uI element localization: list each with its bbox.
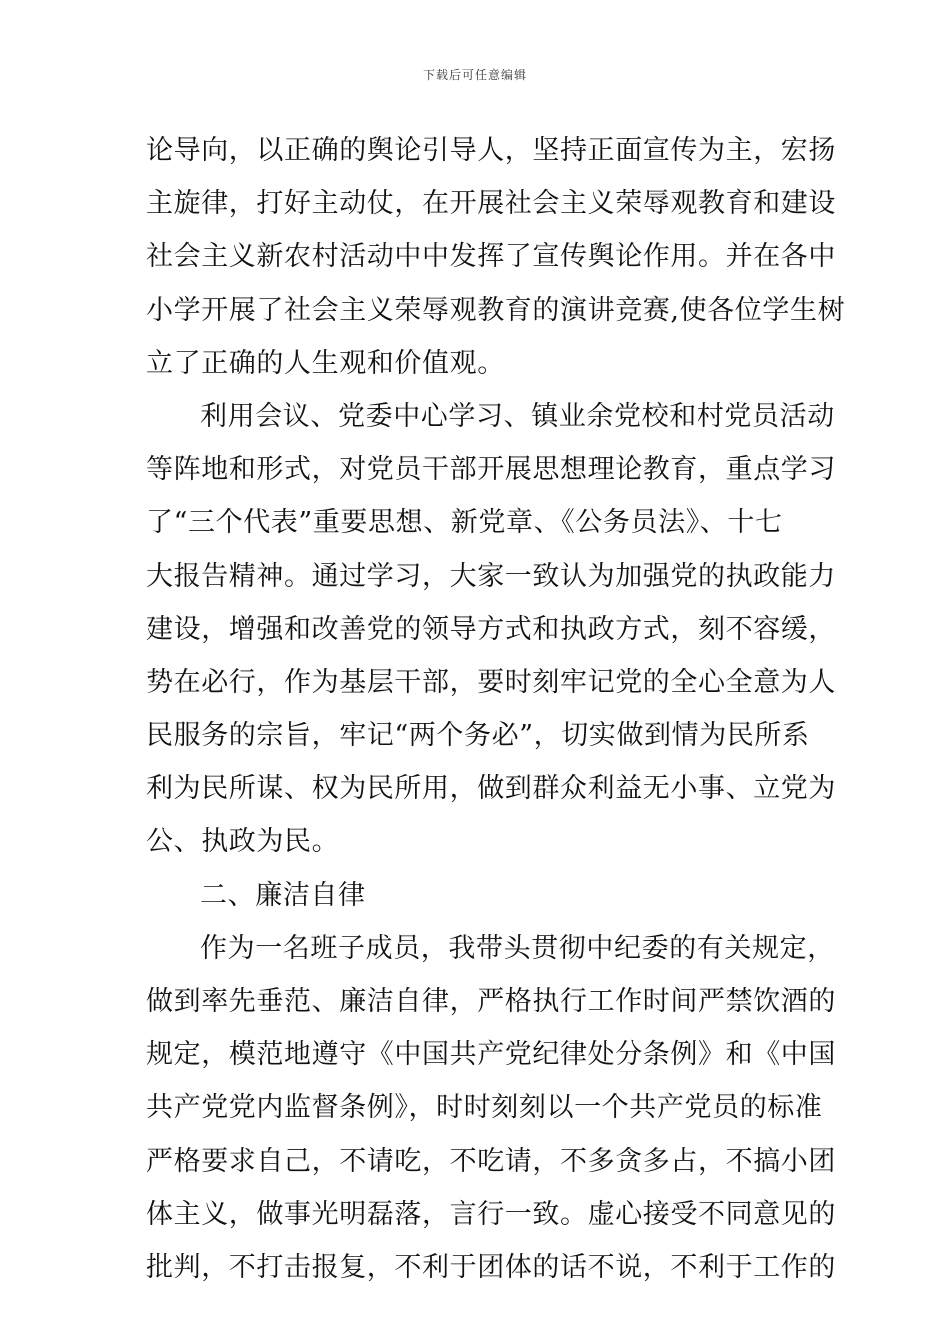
- text-line: 规定，模范地遵守《中国共产党纪律处分条例》和《中国: [146, 1039, 836, 1071]
- section-heading: 二、廉洁自律: [200, 879, 366, 911]
- text-line: 公、执政为民。: [146, 826, 340, 858]
- text-line: 主旋律，打好主动仗，在开展社会主义荣辱观教育和建设: [146, 188, 836, 220]
- text-line: 论导向，以正确的舆论引导人，坚持正面宣传为主，宏扬: [146, 135, 836, 166]
- paragraph-start-line: 作为一名班子成员，我带头贯彻中纪委的有关规定，: [200, 932, 835, 964]
- text-line: 体主义，做事光明磊落，言行一致。虚心接受不同意见的: [146, 1198, 836, 1230]
- text-line: 大报告精神。通过学习，大家一致认为加强党的执政能力: [146, 560, 836, 592]
- text-line: 严格要求自己，不请吃，不吃请，不多贪多占，不搞小团: [146, 1145, 836, 1177]
- text-line: 等阵地和形式，对党员干部开展思想理论教育，重点学习: [146, 454, 836, 486]
- text-line: 批判，不打击报复，不利于团体的话不说，不利于工作的: [146, 1251, 836, 1283]
- text-line: 社会主义新农村活动中中发挥了宣传舆论作用。并在各中: [146, 241, 836, 273]
- text-line: 民服务的宗旨，牢记“两个务必”，切实做到情为民所系: [146, 720, 810, 752]
- text-line: 势在必行，作为基层干部，要时刻牢记党的全心全意为人: [146, 666, 836, 698]
- text-line: 共产党党内监督条例》，时时刻刻以一个共产党员的标准: [146, 1092, 823, 1124]
- document-body: [146, 124, 846, 1294]
- text-line: 建设，增强和改善党的领导方式和执政方式，刻不容缓，: [146, 613, 836, 645]
- page-header-note: 下载后可任意编辑: [422, 68, 527, 82]
- text-line: 利为民所谋、权为民所用，做到群众利益无小事、立党为: [146, 773, 836, 805]
- text-line: 了“三个代表”重要思想、新党章、《公务员法》、十七: [146, 507, 783, 539]
- text-line: 立了正确的人生观和价值观。: [146, 347, 505, 379]
- paragraph-start-line: 利用会议、党委中心学习、镇业余党校和村党员活动: [200, 400, 835, 432]
- text-line: 小学开展了社会主义荣辱观教育的演讲竞赛,使各位学生树: [146, 294, 846, 326]
- text-line: 做到率先垂范、廉洁自律，严格执行工作时间严禁饮酒的: [146, 986, 836, 1017]
